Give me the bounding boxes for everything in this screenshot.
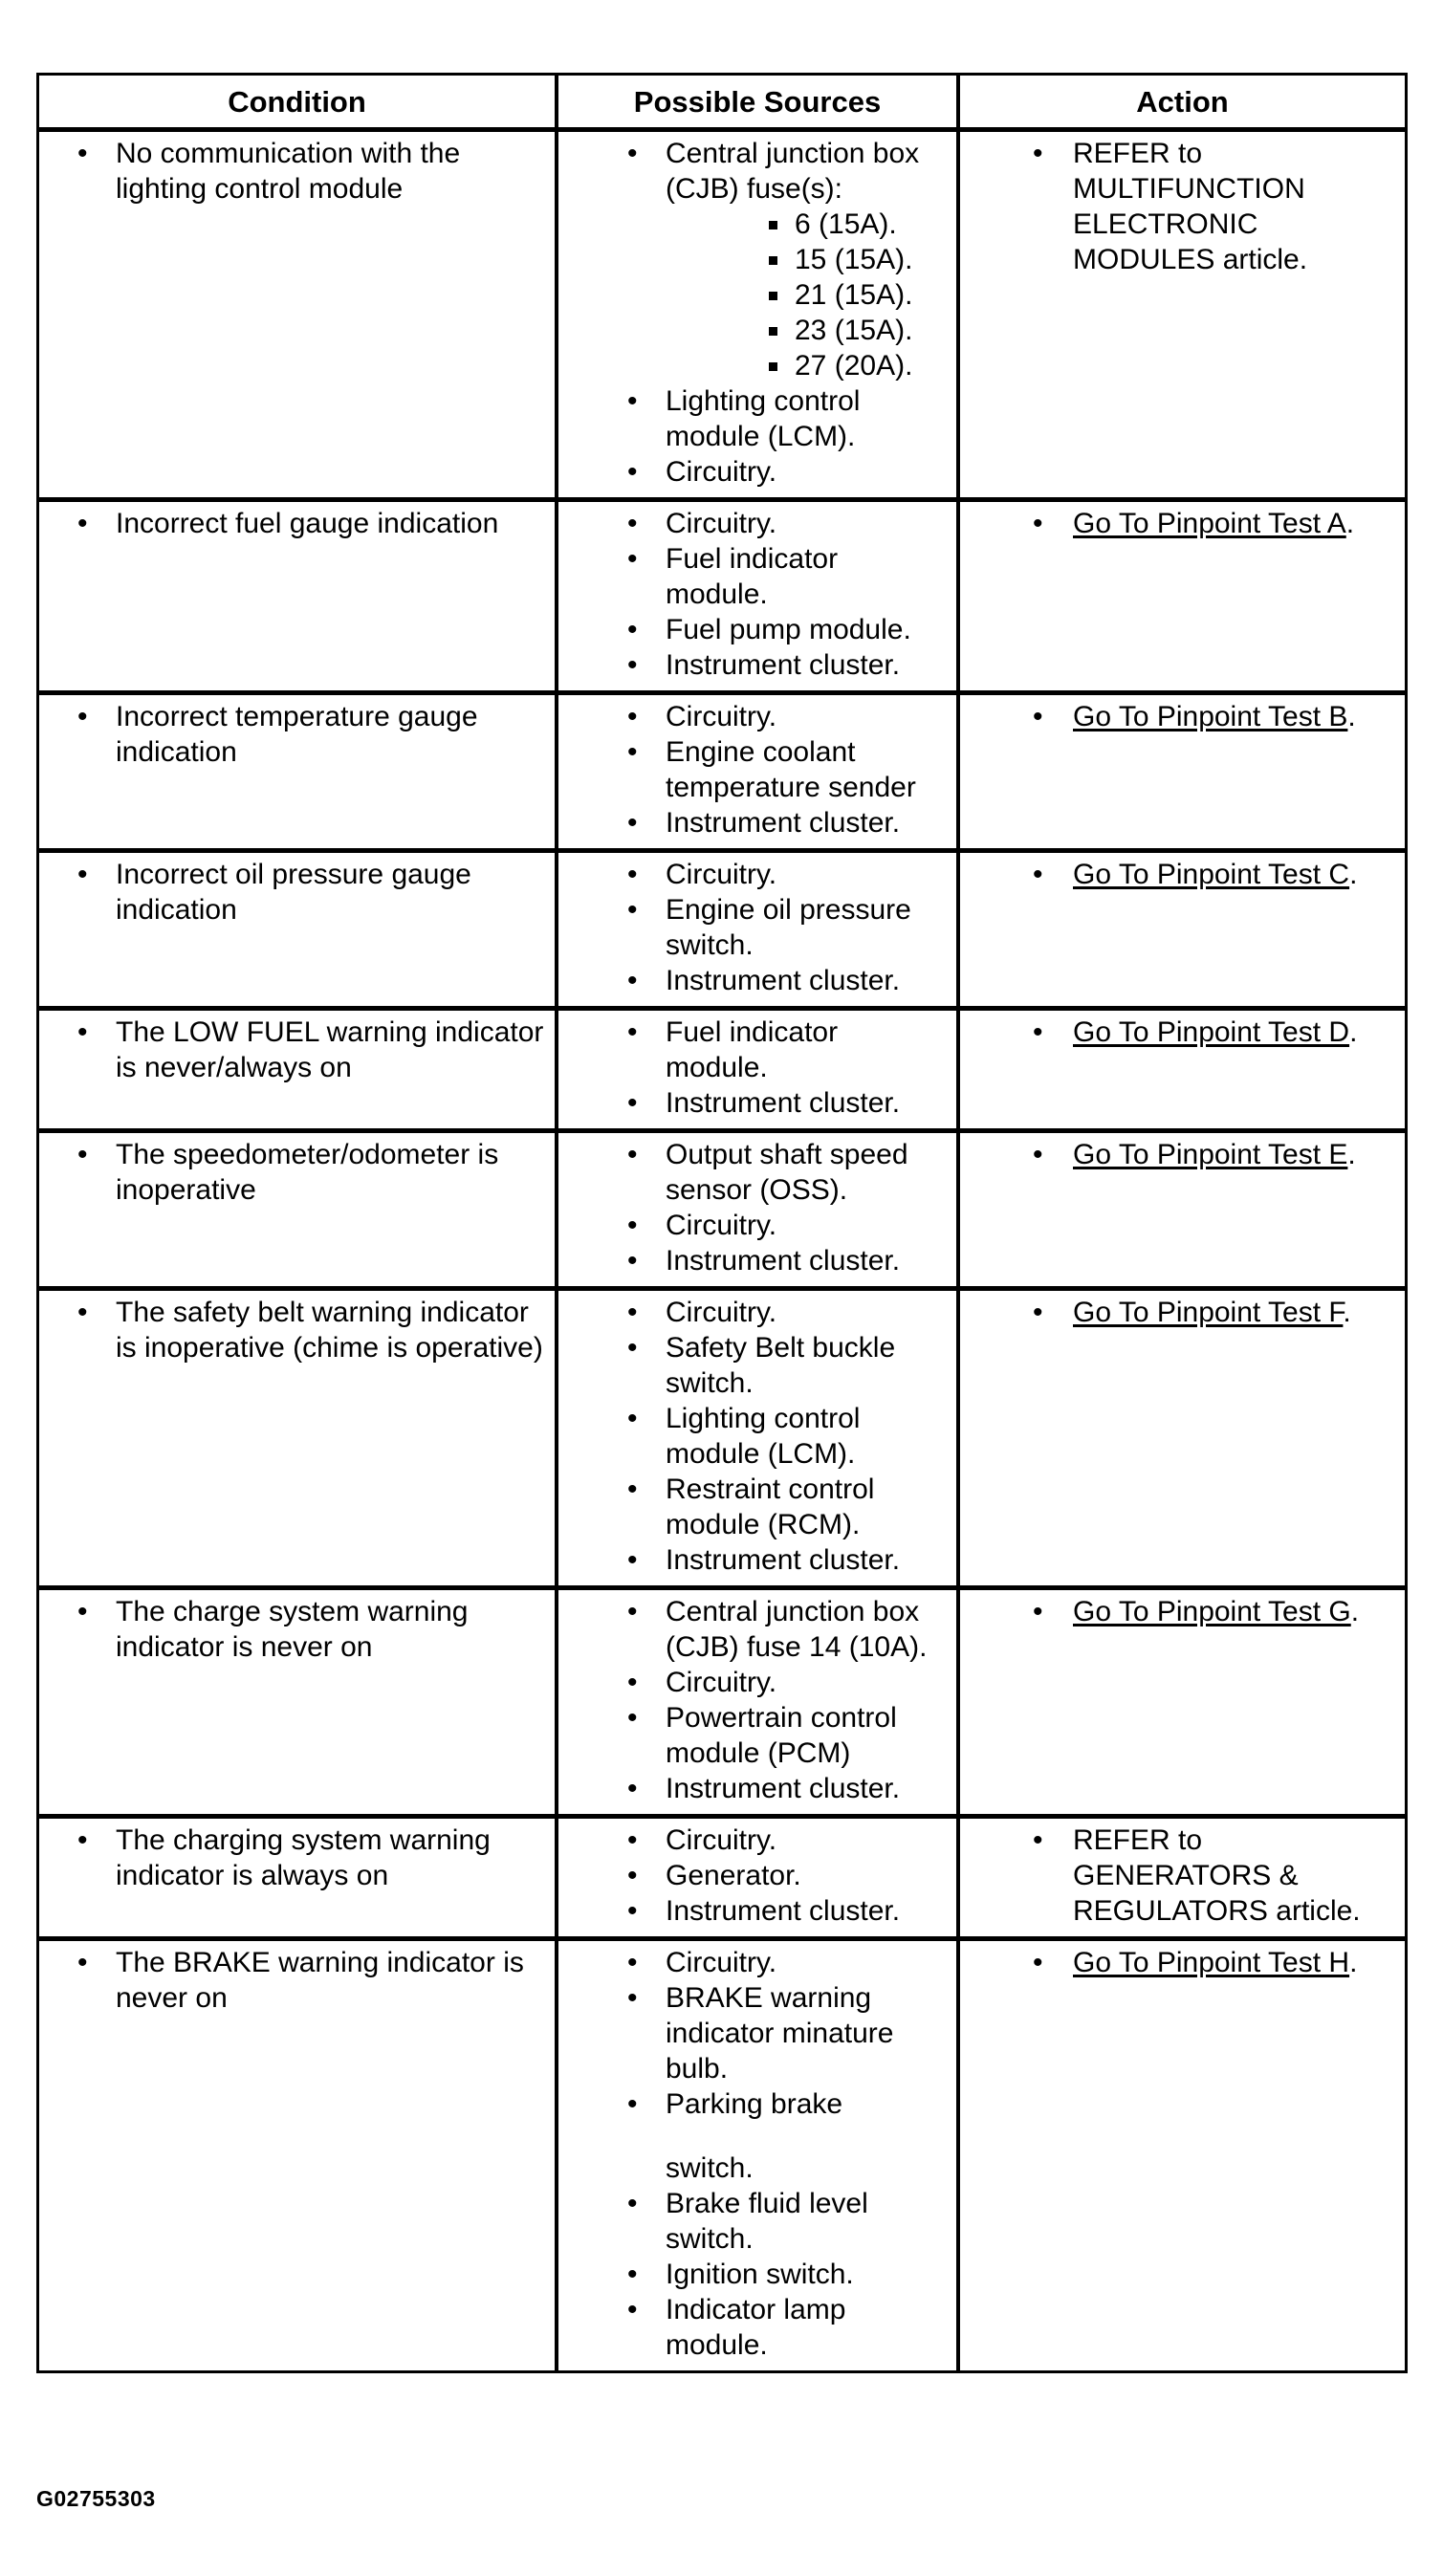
pinpoint-test-a-link[interactable]: Go To Pinpoint Test A bbox=[1073, 508, 1346, 539]
action-item bbox=[970, 1015, 1395, 1050]
condition-text: • The safety belt warning indicator is inoperative (chime is operative) bbox=[49, 1295, 545, 1365]
action-cell bbox=[958, 693, 1405, 851]
header-possible-sources: Possible Sources bbox=[557, 76, 958, 130]
action-suffix: . bbox=[1350, 1596, 1360, 1627]
action-text: • REFER to MULTIFUNCTION ELECTRONIC MODULES article. bbox=[970, 136, 1395, 277]
source-item: • Restraint control module (RCM). bbox=[568, 1472, 947, 1542]
condition-text: • The charge system warning indicator is never on bbox=[49, 1594, 545, 1665]
action-cell bbox=[958, 1009, 1405, 1131]
sources-cell bbox=[557, 1131, 958, 1289]
source-item: • Brake fluid level switch. bbox=[568, 2186, 947, 2257]
condition-cell bbox=[39, 1817, 557, 1939]
source-item: • Lighting control module (LCM). bbox=[568, 383, 947, 454]
source-item: • Instrument cluster. bbox=[568, 647, 947, 683]
action-cell bbox=[958, 851, 1405, 1009]
pinpoint-test-e-link[interactable]: Go To Pinpoint Test E bbox=[1073, 1139, 1348, 1170]
action-item bbox=[970, 506, 1395, 541]
action-item bbox=[970, 1594, 1395, 1629]
condition-cell bbox=[39, 1588, 557, 1817]
action-item bbox=[970, 1295, 1395, 1330]
source-item: • Instrument cluster. bbox=[568, 1771, 947, 1806]
table-row bbox=[39, 1588, 1405, 1817]
action-suffix: . bbox=[1345, 508, 1355, 539]
source-item: • Engine coolant temperature sender bbox=[568, 734, 947, 805]
action-cell bbox=[958, 1131, 1405, 1289]
action-text: • REFER to GENERATORS & REGULATORS article. bbox=[970, 1823, 1395, 1929]
sources-cell bbox=[557, 500, 958, 693]
source-item: • Instrument cluster. bbox=[568, 1542, 947, 1578]
action-item bbox=[970, 699, 1395, 734]
pinpoint-test-h-link[interactable]: Go To Pinpoint Test H bbox=[1073, 1947, 1350, 1978]
condition-text: • No communication with the lighting control module bbox=[49, 136, 545, 207]
source-item: • Lighting control module (LCM). bbox=[568, 1401, 947, 1472]
source-item bbox=[568, 2086, 947, 2186]
source-item: • Indicator lamp module. bbox=[568, 2292, 947, 2363]
source-item bbox=[568, 136, 947, 383]
condition-cell bbox=[39, 851, 557, 1009]
condition-cell bbox=[39, 1939, 557, 2371]
action-cell bbox=[958, 500, 1405, 693]
source-item: • Instrument cluster. bbox=[568, 805, 947, 840]
fuse-list bbox=[666, 207, 947, 383]
fuse-item: 15 (15A). bbox=[666, 242, 947, 277]
source-text: Central junction box (CJB) fuse(s): bbox=[666, 138, 920, 205]
condition-cell bbox=[39, 1289, 557, 1588]
action-suffix: . bbox=[1349, 1016, 1358, 1048]
source-item: • BRAKE warning indicator minature bulb. bbox=[568, 1980, 947, 2086]
source-item: • Engine oil pressure switch. bbox=[568, 892, 947, 963]
action-suffix: . bbox=[1347, 701, 1356, 732]
sources-cell bbox=[557, 1289, 958, 1588]
fuse-item: 6 (15A). bbox=[666, 207, 947, 242]
source-item: • Circuitry. bbox=[568, 1208, 947, 1243]
sources-cell bbox=[557, 1817, 958, 1939]
action-cell bbox=[958, 1817, 1405, 1939]
action-suffix: . bbox=[1347, 1139, 1356, 1170]
source-item: • Fuel indicator module. bbox=[568, 541, 947, 612]
condition-cell bbox=[39, 500, 557, 693]
source-item: • Fuel pump module. bbox=[568, 612, 947, 647]
pinpoint-test-d-link[interactable]: Go To Pinpoint Test D bbox=[1073, 1016, 1350, 1048]
diagnostic-table-frame bbox=[36, 73, 1408, 2373]
condition-cell bbox=[39, 1131, 557, 1289]
source-item: • Generator. bbox=[568, 1858, 947, 1893]
condition-text: • The charging system warning indicator is always on bbox=[49, 1823, 545, 1893]
source-item: • Instrument cluster. bbox=[568, 1085, 947, 1121]
source-item: • Circuitry. bbox=[568, 506, 947, 541]
action-suffix: . bbox=[1343, 1297, 1351, 1328]
table-row bbox=[39, 1131, 1405, 1289]
action-suffix: . bbox=[1349, 1947, 1358, 1978]
source-item: • Circuitry. bbox=[568, 857, 947, 892]
source-item: • Instrument cluster. bbox=[568, 1893, 947, 1929]
source-item: • Safety Belt buckle switch. bbox=[568, 1330, 947, 1401]
source-item: • Circuitry. bbox=[568, 454, 947, 490]
source-item: • Central junction box (CJB) fuse 14 (10A). bbox=[568, 1594, 947, 1665]
figure-id-label: G02755303 bbox=[36, 2486, 156, 2511]
condition-cell bbox=[39, 130, 557, 500]
condition-text: • Incorrect fuel gauge indication bbox=[49, 506, 545, 541]
source-item: • Powertrain control module (PCM) bbox=[568, 1700, 947, 1771]
condition-text: • The BRAKE warning indicator is never on bbox=[49, 1945, 545, 2016]
source-item: • Instrument cluster. bbox=[568, 1243, 947, 1278]
table-row bbox=[39, 1817, 1405, 1939]
condition-cell bbox=[39, 1009, 557, 1131]
fuse-item: 21 (15A). bbox=[666, 277, 947, 313]
sources-cell bbox=[557, 851, 958, 1009]
condition-text: • The LOW FUEL warning indicator is never/always on bbox=[49, 1015, 545, 1085]
table-row bbox=[39, 693, 1405, 851]
sources-cell bbox=[557, 1009, 958, 1131]
action-cell bbox=[958, 1939, 1405, 2371]
table-header-row bbox=[39, 76, 1405, 130]
source-item: • Instrument cluster. bbox=[568, 963, 947, 998]
table-row bbox=[39, 500, 1405, 693]
pinpoint-test-c-link[interactable]: Go To Pinpoint Test C bbox=[1073, 859, 1350, 890]
source-item: • Circuitry. bbox=[568, 1665, 947, 1700]
condition-text: • The speedometer/odometer is inoperative bbox=[49, 1137, 545, 1208]
action-cell bbox=[958, 1588, 1405, 1817]
source-item: • Ignition switch. bbox=[568, 2257, 947, 2292]
pinpoint-test-f-link[interactable]: Go To Pinpoint Test F bbox=[1073, 1297, 1344, 1328]
sources-cell bbox=[557, 693, 958, 851]
source-item: • Circuitry. bbox=[568, 1823, 947, 1858]
fuse-item: 27 (20A). bbox=[666, 348, 947, 383]
action-suffix: . bbox=[1349, 859, 1358, 890]
sources-cell bbox=[557, 1939, 958, 2371]
action-item bbox=[970, 1945, 1395, 1980]
table-row bbox=[39, 851, 1405, 1009]
table-row bbox=[39, 1939, 1405, 2371]
table-row bbox=[39, 130, 1405, 500]
condition-cell bbox=[39, 693, 557, 851]
diagnostic-table bbox=[39, 76, 1405, 2370]
source-item: • Output shaft speed sensor (OSS). bbox=[568, 1137, 947, 1208]
action-item bbox=[970, 1137, 1395, 1172]
source-item: • Circuitry. bbox=[568, 1295, 947, 1330]
source-item: • Circuitry. bbox=[568, 699, 947, 734]
table-row bbox=[39, 1289, 1405, 1588]
sources-cell bbox=[557, 130, 958, 500]
action-cell bbox=[958, 1289, 1405, 1588]
pinpoint-test-b-link[interactable]: Go To Pinpoint Test B bbox=[1073, 701, 1348, 732]
condition-text: • Incorrect temperature gauge indication bbox=[49, 699, 545, 770]
pinpoint-test-g-link[interactable]: Go To Pinpoint Test G bbox=[1073, 1596, 1351, 1627]
fuse-item: 23 (15A). bbox=[666, 313, 947, 348]
header-action: Action bbox=[958, 76, 1405, 130]
line-gap bbox=[666, 2122, 947, 2150]
action-cell bbox=[958, 130, 1405, 500]
table-row bbox=[39, 1009, 1405, 1131]
condition-text: • Incorrect oil pressure gauge indication bbox=[49, 857, 545, 928]
source-item: • Fuel indicator module. bbox=[568, 1015, 947, 1085]
action-item bbox=[970, 857, 1395, 892]
header-condition: Condition bbox=[39, 76, 557, 130]
source-text: Parking brake bbox=[666, 2088, 843, 2120]
source-text: switch. bbox=[666, 2152, 754, 2184]
source-item: • Circuitry. bbox=[568, 1945, 947, 1980]
sources-cell bbox=[557, 1588, 958, 1817]
